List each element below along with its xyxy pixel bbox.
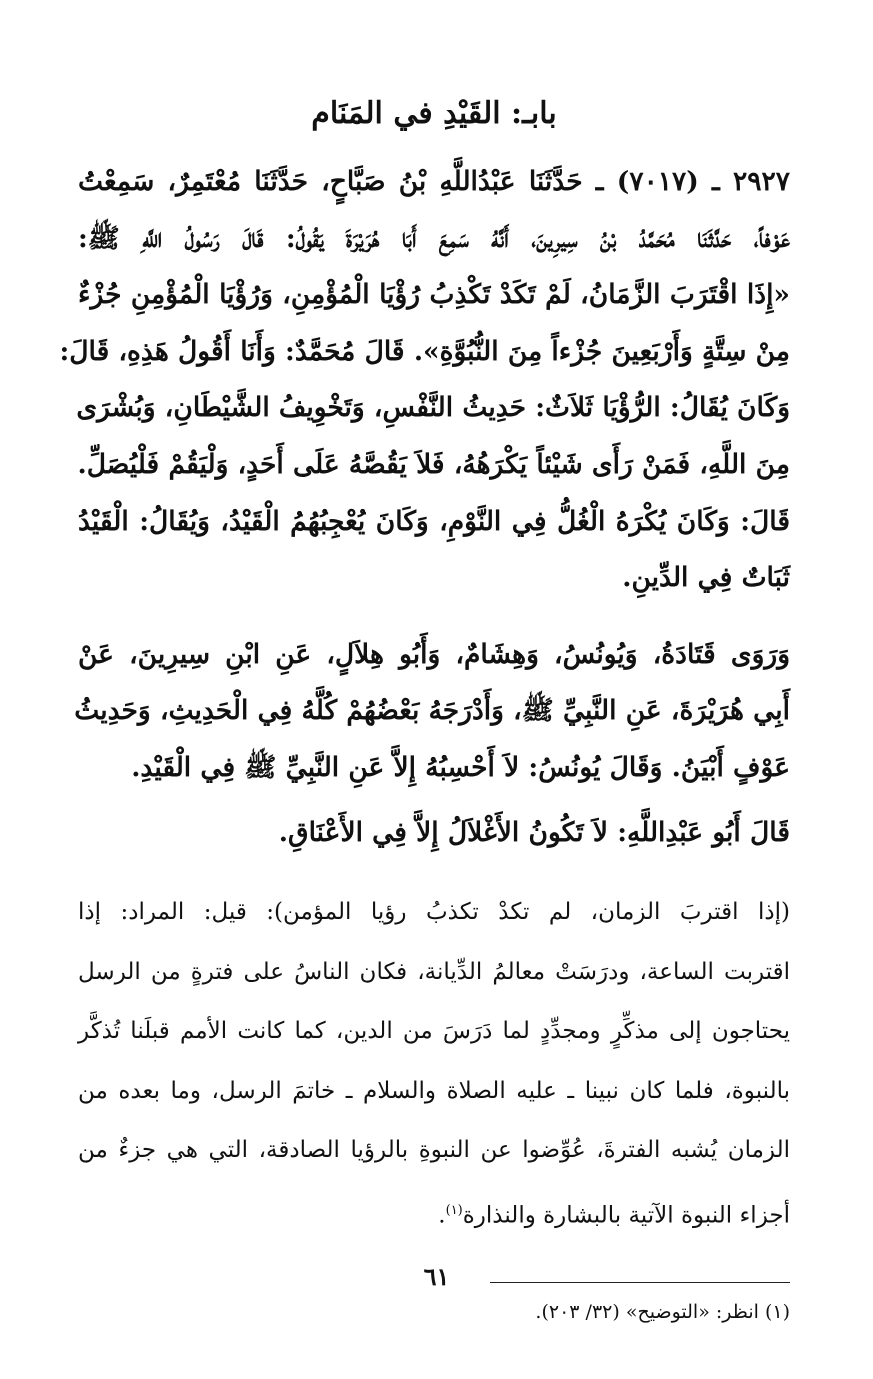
chapter-title: بابـ: القَيْدِ في المَنَام: [311, 96, 557, 131]
commentary-line: الزمان يُشبه الفترةَ، عُوِّضوا عن النبوةِ بالرؤيا الصادقة، التي هي جزءٌ من: [78, 1137, 790, 1164]
commentary-line: بالنبوة، فلما كان نبينا ـ عليه الصلاة والسلام ـ خاتمَ الرسل، وما بعده من: [78, 1077, 790, 1104]
narrations-text: [74, 627, 790, 797]
hadith-line: ٢٩٢٧ ـ (٧٠١٧) ـ حَدَّثَنَا عَبْدُاللَّهِ بْنُ صَبَّاحٍ، حَدَّثَنَا مُعْتَمِرٌ، سَمِعْتُ: [78, 166, 790, 197]
hadith-line: عَوْفاً، حَدَّثَنَا مُحَمَّدُ بْنُ سِيرِينَ، أَنَّهُ سَمِعَ أَبَا هُرَيْرَةَ يَقُولُ: قَالَ رَسُولُ اللَّهِ ﷺ:: [78, 222, 790, 254]
hadith-line: ثَبَاتٌ فِي الدِّينِ.: [622, 562, 790, 594]
hadith-line: مِنَ اللَّهِ، فَمَنْ رَأَى شَيْئاً يَكْرَهُهُ، فَلاَ يَقُصَّهُ عَلَى أَحَدٍ، وَلْيَقُمْ فَلْيُصَلِّ.: [77, 448, 790, 480]
author-note: [78, 805, 790, 862]
narration-line: أَبِي هُرَيْرَةَ، عَنِ النَّبِيِّ ﷺ، وَأَدْرَجَهُ بَعْضُهُمْ كُلَّهُ فِي الْحَدِيثِ، وَحَدِيثُ: [74, 695, 790, 727]
hadith-line: وَكَانَ يُقَالُ: الرُّؤْيَا ثَلاَثٌ: حَدِيثُ النَّفْسِ، وَتَخْوِيفُ الشَّيْطَانِ، وَبُشْرَى: [76, 392, 790, 424]
commentary-end-punct: .: [438, 1202, 446, 1229]
commentary-text: [78, 883, 790, 1246]
narration-line: عَوْفٍ أَبْيَنُ. وَقَالَ يُونُسُ: لاَ أَحْسِبُهُ إِلاَّ عَنِ النَّبِيِّ ﷺ فِي الْقَيْدِ.: [131, 751, 790, 783]
commentary-line: (إذا اقتربَ الزمان، لم تكدْ تكذبُ رؤيا المؤمن): قيل: المراد: إذا: [78, 899, 790, 926]
hadith-line: مِنْ سِتَّةٍ وَأَرْبَعِينَ جُزْءاً مِنَ النُّبُوَّةِ». قَالَ مُحَمَّدٌ: وَأَنَا أَقُولُ هَذِهِ، قَالَ:: [59, 335, 790, 367]
commentary-last-line: [78, 1181, 790, 1246]
commentary-line: اقتربت الساعة، ودرَسَتْ معالمُ الدِّيانة، فكان الناسُ على فترةٍ من الرسل: [78, 958, 790, 985]
hadith-line: قَالَ: وَكَانَ يُكْرَهُ الْغُلُّ فِي النَّوْمِ، وَكَانَ يُعْجِبُهُمُ الْقَيْدُ، وَيُقَالُ: الْقَيْدُ: [78, 505, 790, 537]
commentary-line: أجزاء النبوة الآتية بالبشارة والنذارة: [462, 1202, 790, 1229]
hadith-text: [59, 154, 790, 607]
page-number: ٦١: [423, 1262, 450, 1291]
hadith-line: «إِذَا اقْتَرَبَ الزَّمَانُ، لَمْ تَكَدْ تَكْذِبُ رُؤْيَا الْمُؤْمِنِ، وَرُؤْيَا الْمُؤْمِنِ جُزْءٌ: [78, 279, 790, 311]
page-content: [59, 90, 790, 1327]
narration-line: وَرَوَى قَتَادَةُ، وَيُونُسُ، وَهِشَامٌ، وَأَبُو هِلاَلٍ، عَنِ ابْنِ سِيرِينَ، عَنْ: [78, 638, 790, 670]
footnote: (١) انظر: «التوضيح» (٣٢/ ٢٠٣).: [535, 1300, 790, 1323]
author-note-line: قَالَ أَبُو عَبْدِاللَّهِ: لاَ تَكُونُ الأَغْلاَلُ إِلاَّ فِي الأَعْنَاقِ.: [278, 816, 790, 848]
footnote-marker: (١): [445, 1202, 463, 1218]
commentary-line: يحتاجون إلى مذكِّرٍ ومجدِّدٍ لما دَرَسَ من الدين، كما كانت الأمم قبلَنا تُذكَّر: [78, 1018, 790, 1045]
